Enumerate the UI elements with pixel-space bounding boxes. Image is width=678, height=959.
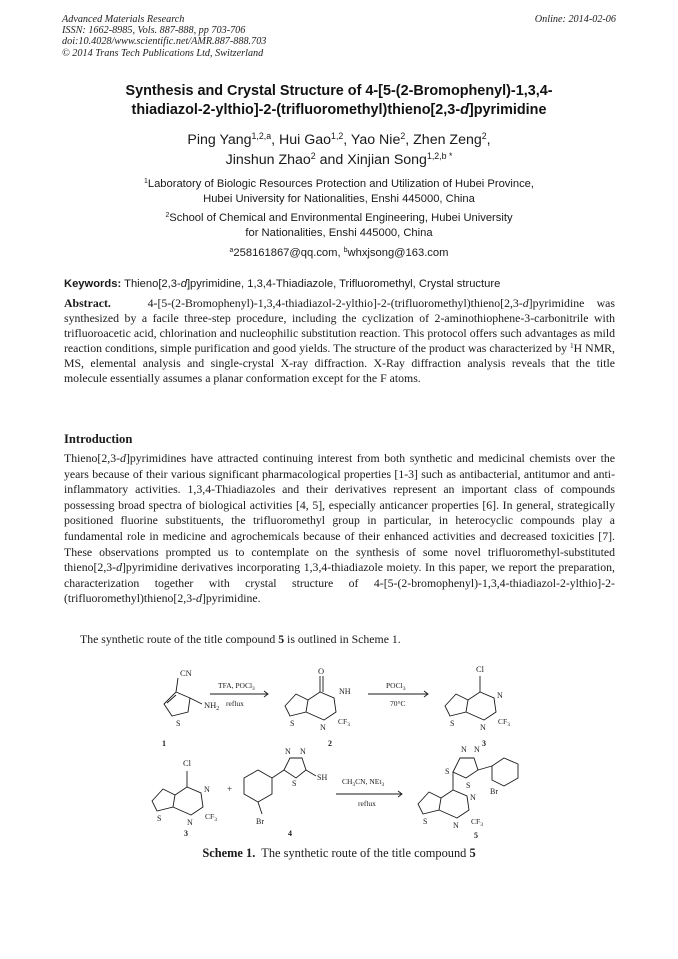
compound-number: 3 [482,739,486,748]
nitrogen-label: N [480,723,486,732]
sulfur-label: S [450,719,455,728]
cf3-label: $CF_3$ [338,717,350,728]
author: Zhen Zeng [413,132,482,148]
doi-line: doi:10.4028/www.scientific.net/AMR.887-888.703 [62,36,267,48]
cf3-label: $CF_3$ [205,812,217,823]
route-sentence: The synthetic route of the title compound 5 is outlined in Scheme 1. [80,632,401,646]
email-link[interactable]: whxjsong@163.com [347,247,449,259]
condition-reflux: reflux [358,799,376,808]
reagent-ch3cn: $CH_3CN$, NEt$_3$ [342,777,385,788]
issn-line: ISSN: 1662-8985, Vols. 887-888, pp 703-706 [62,25,246,37]
compound-3-structure [152,771,203,815]
compound-number: 2 [328,739,332,748]
condition-reflux: reflux [226,699,244,708]
compound-2-structure [285,676,336,720]
nh-label: NH [339,687,351,696]
sulfur-label: S [290,719,295,728]
email-link[interactable]: 258161867@qq.com [233,247,338,259]
plus-sign: + [227,784,233,794]
nh2-label: $NH_2$ [204,700,220,712]
oxygen-label: O [318,666,325,676]
compound-3-structure [445,676,496,720]
sh-label: SH [317,773,328,782]
introduction-paragraph: Thieno[2,3-d]pyrimidines have attracted continuing interest from both synthetic and medicinal chemists over the years because of their various significant pharmacological properties [1-3] such as antibacterial, antitumor and anti-inflammatory activities. 1,3,4-Thiadiazoles and their derivatives represent an important class of compounds possessing broad spectra of biological activities [4, 5], especially anticancer properties [6]. In general, strategically positioned fluorine substituents, the trifluoromethyl group in particular, in heterocyclic compounds play a fundamental role in medicine and agrochemicals because of their enhanced activities and decreased toxicities [7]. These observations prompted us to contemplate on the synthesis of some novel trifluoromethyl-substituted thieno[2,3-d]pyrimidine derivatives incorporating 1,3,4-thiadiazole moiety. In this paper, we report the preparation, characterization together with crystal structure of 4-[5-(2-bromophenyl)-1,3,4-thiadiazol-2-ylthio]-2-(trifluoromethyl)thieno[2,3-d]pyrimidine. [64,451,615,606]
bromine-label: Br [256,817,264,826]
compound-number: 3 [184,829,188,838]
bromine-label: Br [490,787,498,796]
email-addresses: $^a$258161867@qq.com, $^b$whxjsong@163.com [229,247,449,259]
author-list: Ping Yang$^{1,2,a}$, Hui Gao$^{1,2}$, Yao Nie$^2$, Zhen Zeng$^2$, Jinshun Zhao$^2$ and Xinjian Song$^{1,2,b *}$ [187,131,491,168]
affiliation-2: $^2$School of Chemical and Environmental Engineering, Hubei University for Nationalities, Enshi 445000, China [165,212,513,239]
keywords: Keywords: Thieno[2,3-d]pyrimidine, 1,3,4-Thiadiazole, Trifluoromethyl, Crystal structure [64,278,501,290]
sulfur-label: S [292,779,297,788]
cn-label: CN [180,668,192,678]
nitrogen-label: N [285,747,291,756]
reagent-pocl3: POCl$_3$ [386,681,406,692]
nitrogen-label: N [461,745,467,754]
running-header [62,14,266,59]
nitrogen-label: N [320,723,326,732]
synthetic-scheme [140,654,540,840]
author: Xinjian Song [347,152,427,168]
scheme-caption: Scheme 1. The synthetic route of the title compound 5 [202,846,476,860]
nitrogen-label: N [497,691,503,700]
nitrogen-label: N [187,818,193,827]
condition-temperature: 70°C [390,699,406,708]
compound-4-structure [244,758,316,814]
nitrogen-label: N [300,747,306,756]
section-heading: Introduction [64,432,133,446]
author: Yao Nie [350,132,401,148]
abstract: Abstract. 4-[5-(2-Bromophenyl)-1,3,4-thiadiazol-2-ylthio]-2-(trifluoromethyl)thieno[2,3-d]pyrimidine was synthesized by a facile three-step procedure, including the cyclization of 2-aminothiophene-3-carbonitrile with trifluoroacetic acid, chlorination and nucleophilic substitution reaction. This protocol offers such advantages as mild reaction conditions, simple purification and good yields. The structure of the product was characterized by $^1$H NMR, MS, elemental analysis and single-crystal X-ray diffraction. X-Ray diffraction analysis reveals that the title molecule essentially assumes a planar conformation except for the F atoms. [64,296,616,386]
sulfur-label: S [157,814,162,823]
chlorine-label: Cl [183,758,192,768]
cf3-label: $CF_3$ [498,717,510,728]
nitrogen-label: N [470,793,476,802]
paper-title: Synthesis and Crystal Structure of 4-[5-(2-Bromophenyl)-1,3,4- thiadiazol-2-ylthio]-2-(trifluoromethyl)thieno[2,3-d]pyrimidine [125,83,553,118]
sulfur-label: S [423,817,428,826]
chlorine-label: Cl [476,664,485,674]
author: Jinshun Zhao [225,152,311,168]
author: Ping Yang [187,132,252,148]
online-date: Online: 2014-02-06 [534,14,616,25]
cf3-label: $CF_3$ [471,817,483,828]
compound-number: 5 [474,831,478,840]
copyright-line: © 2014 Trans Tech Publications Ltd, Switzerland [62,47,264,59]
nitrogen-label: N [204,785,210,794]
compound-number: 4 [288,829,292,838]
sulfur-label: S [176,719,181,728]
nitrogen-label: N [474,745,480,754]
affiliation-1: $^1$Laboratory of Biologic Resources Protection and Utilization of Hubei Province, Hubei University for Nationalities, Enshi 445000, China [143,178,535,205]
author: Hui Gao [279,132,332,148]
reagent-tfa: TFA, POCl$_3$ [218,681,255,692]
journal-name: Advanced Materials Research [62,14,185,25]
sulfur-label: S [466,781,471,790]
compound-number: 1 [162,739,166,748]
compound-1-structure [164,678,202,716]
nitrogen-label: N [453,821,459,830]
sulfur-label: S [445,767,450,776]
